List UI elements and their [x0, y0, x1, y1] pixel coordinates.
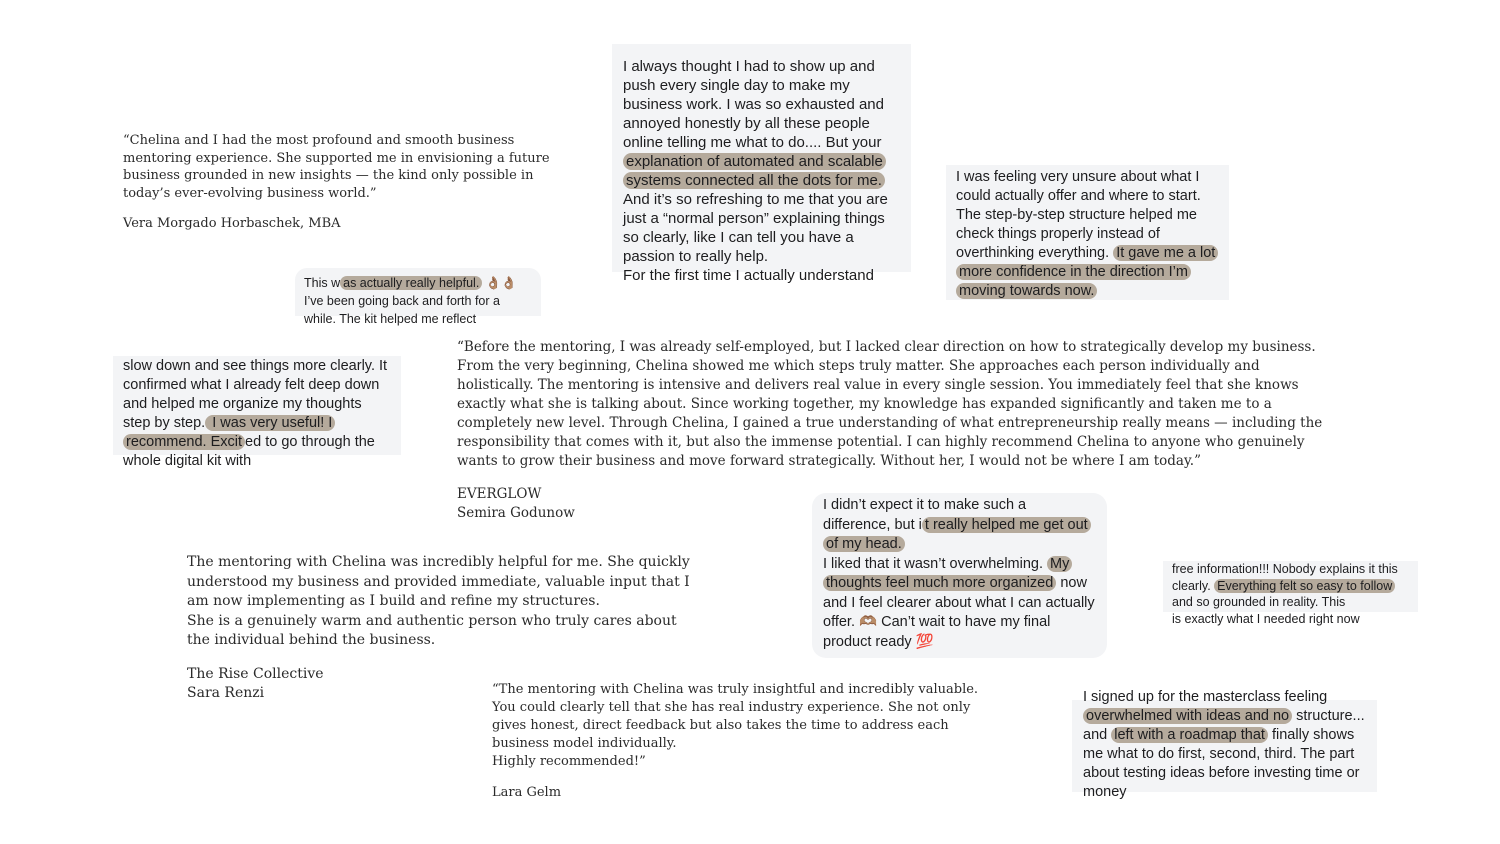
testimonial-text: “Before the mentoring, I was already self-employed, but I lacked clear direction on how to strategically develop my business. From the very beginning, Chelina showed me which steps truly matter. She approaches each person individually and holistically. The mentoring is intensive and delivers real value in every single session. You immediately feel that she knows exactly what she is talking about. Since working together, my knowledge has expanded significantly and taken me to a completely new level. Through Chelina, I gained a true understanding of what entrepreneurship really means — including the responsibility that comes with it, but also the immense potential. I can highly recommend Chelina to anyone who genuinely wants to grow their business and move forward strategically. Without her, I would not be where I am today.” [457, 339, 1323, 469]
testimonial-author: Lara Gelm [492, 785, 562, 800]
message-text: For the first time I actually understand [623, 267, 874, 284]
message-segment: I didn’t expect it to make such a difference, but i [823, 497, 1027, 533]
testimonial-author: Vera Morgado Horbaschek, MBA [123, 216, 341, 231]
testimonial-text: “Chelina and I had the most profound and smooth business mentoring experience. She supported me in envisioning a future business grounded in new insights — the kind only possible in today’s ever-evolving business world.” [123, 133, 550, 201]
screenshot-testimonial-helpful [295, 268, 541, 326]
screenshot-testimonial-organized [812, 493, 1107, 658]
testimonial-text: “The mentoring with Chelina was truly insightful and incredibly valuable. You could clearly tell that she has real industry experience. She not only gives honest, direct feedback but also takes the time to address each business model individually. Highly recommended!” [492, 682, 979, 769]
testimonial-company: EVERGLOW [457, 485, 542, 502]
message-text [1172, 561, 1410, 611]
highlight-segment: left with a roadmap that [1111, 727, 1268, 743]
message-text [823, 555, 1097, 653]
message-text [123, 357, 391, 471]
message-text [823, 496, 1097, 555]
screenshot-testimonial-clarity [113, 356, 401, 469]
highlight-segment: explanation of automated and scalable systems connected all the dots for me. [623, 153, 886, 189]
message-segment: I always thought I had to show up and push every single day to make my business work. I was so exhausted and annoyed honestly by all these people online telling me what to do.... But your [623, 58, 884, 151]
message-segment: and so grounded in reality. This [1172, 595, 1346, 609]
testimonial-lara [492, 681, 1002, 802]
message-segment: slow down and see things more clearly. It confirmed what I already felt deep down and helped me organize my thoughts step by step. [123, 358, 388, 431]
message-segment: Can’t wait to have my final product ready [823, 614, 1051, 650]
message-text: I signed up for the masterclass feeling [1083, 689, 1328, 705]
screenshot-testimonial-roadmap [1072, 689, 1377, 800]
message-segment: structure... and [1083, 708, 1365, 743]
message-segment: ed to go through the whole digital kit with [123, 434, 375, 469]
message-text [623, 57, 900, 266]
screenshot-testimonial-easy-to-follow [1163, 561, 1418, 626]
highlight-segment: as actually really helpful. [340, 276, 482, 290]
message-segment: This w [304, 276, 341, 290]
message-segment: finally shows me what to do first, second, third. The part about testing ideas before investing time or money [1083, 727, 1360, 800]
testimonial-vera [123, 132, 568, 233]
message-text: is exactly what I needed right now [1172, 611, 1360, 626]
highlight-segment: My thoughts feel much more organized [823, 556, 1072, 592]
testimonial-author: Sara Renzi [187, 685, 265, 701]
message-segment: And it’s so refreshing to me that you are just a “normal person” explaining things so clearly, like I can tell you have a passion to really help. [623, 191, 888, 265]
hundred-points-emoji-icon: 💯 [915, 633, 934, 650]
highlight-segment: Everything felt so easy to follow [1214, 579, 1395, 593]
highlight-segment: t really helped me get out of my head. [823, 517, 1091, 553]
testimonial-company: The Rise Collective [187, 665, 324, 682]
testimonial-text: The mentoring with Chelina was incredibly helpful for me. She quickly understood my business and provided immediate, valuable input that I am now implementing as I build and refine my structures. She is a genuinely warm and authentic person who truly cares about the individual behind the business. [187, 554, 690, 648]
message-segment: I was feeling very unsure about what I could actually offer and where to start. The step-by-step structure helped me check things properly instead of overthinking everything. [956, 169, 1201, 261]
message-text [956, 168, 1219, 301]
screenshot-testimonial-confidence [946, 165, 1229, 300]
message-text: I’ve been going back and forth for a while. The kit helped me reflect [304, 294, 500, 326]
message-segment: now and I feel clearer about what I can actually offer. [823, 575, 1095, 630]
message-segment: I liked that it wasn’t overwhelming. [823, 555, 1048, 572]
message-text [1083, 707, 1369, 802]
highlight-segment: It gave me a lot more confidence in the direction I’m moving towards now. [956, 245, 1218, 299]
ok-hand-emoji-icon: 👌🏽👌🏽 [482, 276, 517, 290]
message-text [304, 274, 532, 292]
heart-hands-emoji-icon: 🫶🏽 [859, 614, 878, 630]
testimonial-author: Semira Godunow [457, 504, 575, 521]
screenshot-testimonial-automation [612, 44, 911, 284]
highlight-segment: overwhelmed with ideas and no [1083, 708, 1292, 724]
highlight-segment: I was very useful! I recommend. Excit [123, 415, 335, 450]
message-segment: free information!!! Nobody explains it this clearly. [1172, 562, 1398, 593]
